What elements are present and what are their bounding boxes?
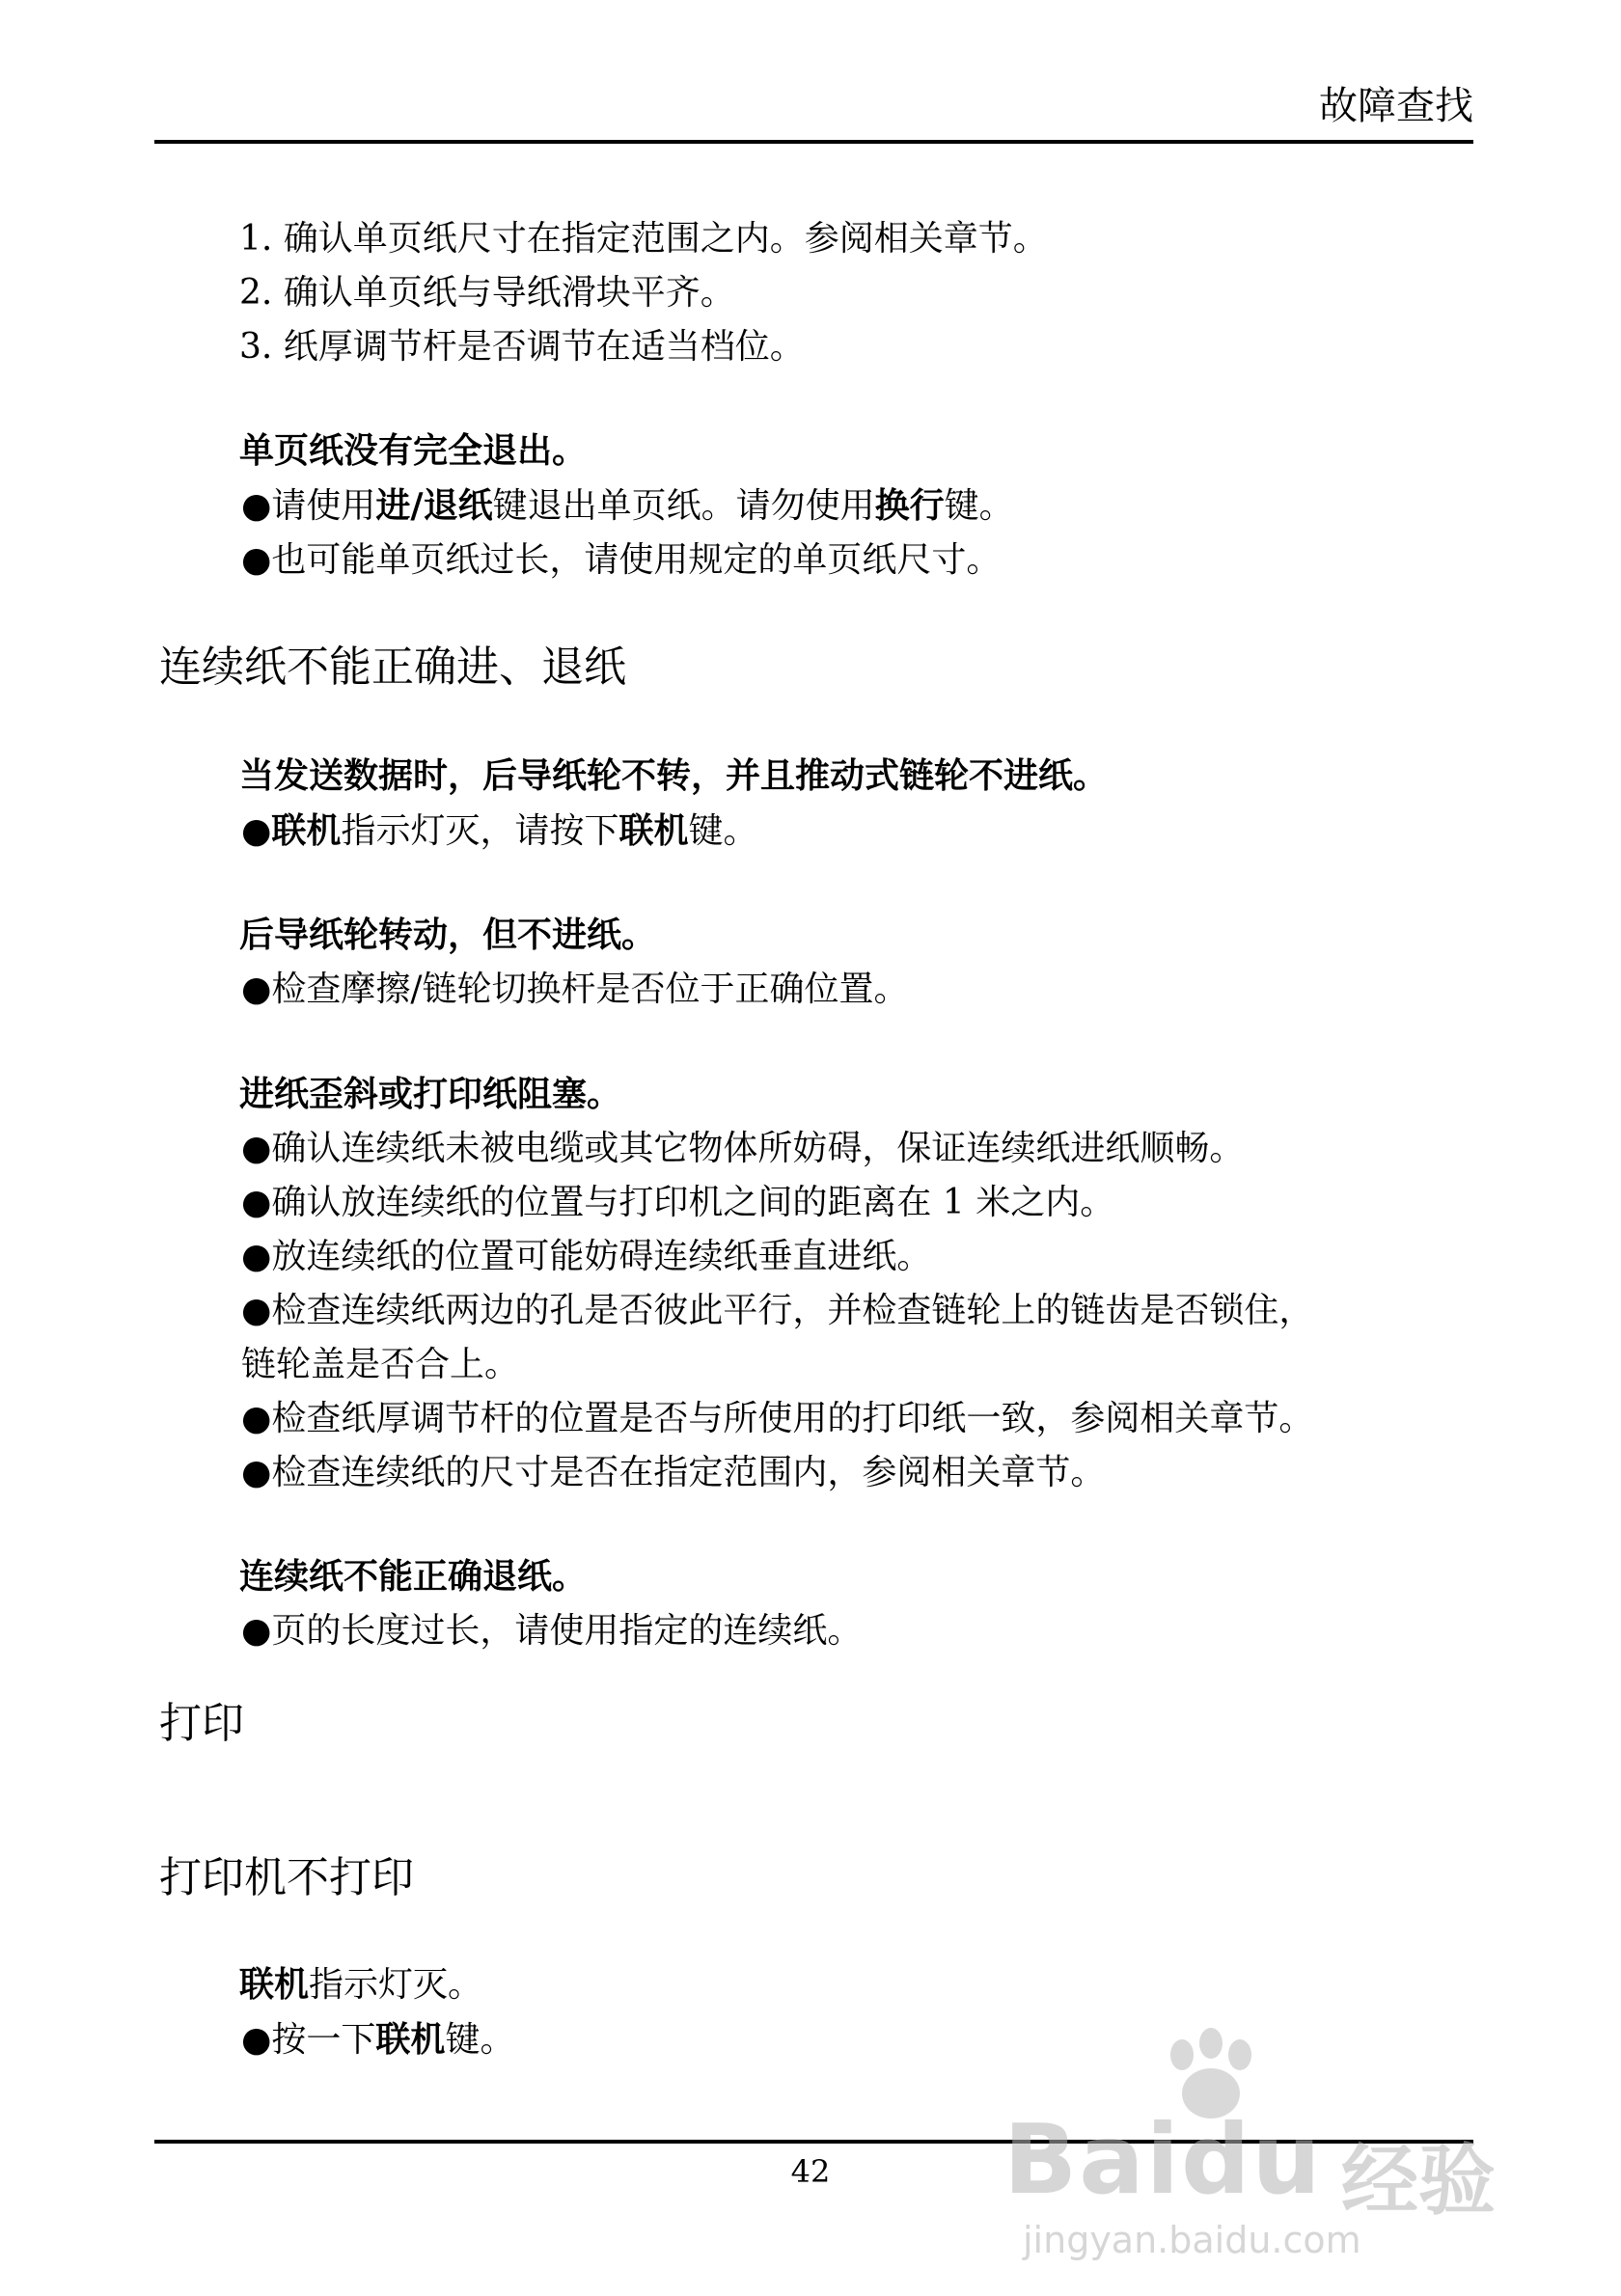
bullet-item: ●也可能单页纸过长，请使用规定的单页纸尺寸。 <box>241 540 1002 580</box>
key-name: 联机 <box>618 811 689 851</box>
bullet-item: ●检查纸厚调节杆的位置是否与所使用的打印纸一致，参阅相关章节。 <box>241 1399 1314 1438</box>
bullet-item: ●确认放连续纸的位置与打印机之间的距离在 1 米之内。 <box>241 1183 1115 1222</box>
key-name: 进/退纸 <box>375 486 493 526</box>
bullet-text: ●按一下 <box>241 2020 376 2060</box>
key-name: 联机 <box>271 811 342 851</box>
bullet-text: 指示灯灭，请按下 <box>341 811 619 851</box>
bullet-text: ● <box>241 811 272 851</box>
bullet-item: ●页的长度过长，请使用指定的连续纸。 <box>241 1611 863 1651</box>
subheading-single-sheet-exit: 单页纸没有完全退出。 <box>239 431 588 471</box>
bullet-item <box>241 486 1014 526</box>
section-heading-continuous: 连续纸不能正确进、退纸 <box>159 642 626 692</box>
subheading-text: 指示灯灭。 <box>309 1965 483 2005</box>
subheading-roller-turns: 后导纸轮转动，但不进纸。 <box>239 916 657 955</box>
bullet-text: 键退出单页纸。请勿使用 <box>492 486 875 526</box>
subheading-skew: 进纸歪斜或打印纸阻塞。 <box>239 1075 622 1114</box>
baidu-watermark <box>984 2026 1525 2267</box>
subheading-no-exit: 连续纸不能正确退纸。 <box>239 1557 588 1597</box>
bullet-item: ●检查连续纸的尺寸是否在指定范围内，参阅相关章节。 <box>241 1453 1106 1492</box>
bullet-text: 键。 <box>445 2020 515 2060</box>
subheading-online-off <box>239 1965 483 2005</box>
section-heading-print: 打印 <box>159 1699 244 1748</box>
watermark-brand: Baidu <box>1003 2103 1323 2216</box>
bullet-item <box>241 811 758 851</box>
watermark-url: jingyan.baidu.com <box>1023 2219 1361 2261</box>
key-name: 联机 <box>239 1965 310 2005</box>
bullet-text: 键。 <box>688 811 758 851</box>
subheading-no-feed: 当发送数据时，后导纸轮不转，并且推动式链轮不进纸。 <box>239 756 1109 796</box>
step-item: 3. 纸厚调节杆是否调节在适当档位。 <box>239 327 805 367</box>
bullet-item: ●确认连续纸未被电缆或其它物体所妨碍，保证连续纸进纸顺畅。 <box>241 1129 1245 1168</box>
bullet-text: ●请使用 <box>241 486 376 526</box>
watermark-sub: 经验 <box>1341 2136 1496 2226</box>
bullet-item: ●检查连续纸两边的孔是否彼此平行，并检查链轮上的链齿是否锁住， <box>241 1291 1314 1330</box>
header-rule <box>154 140 1473 144</box>
key-name: 联机 <box>375 2020 446 2060</box>
bullet-text: 键。 <box>944 486 1014 526</box>
bullet-item: ●检查摩擦/链轮切换杆是否位于正确位置。 <box>241 970 909 1009</box>
key-name: 换行 <box>874 486 945 526</box>
step-item: 2. 确认单页纸与导纸滑块平齐。 <box>239 273 735 313</box>
page-number: 42 <box>790 2153 831 2190</box>
page-header-title: 故障查找 <box>1319 84 1473 128</box>
bullet-item-continuation: 链轮盖是否合上。 <box>241 1345 520 1384</box>
bullet-item <box>241 2020 515 2060</box>
section-heading-no-print: 打印机不打印 <box>159 1853 414 1902</box>
step-item: 1. 确认单页纸尺寸在指定范围之内。参阅相关章节。 <box>239 219 1048 259</box>
bullet-item: ●放连续纸的位置可能妨碍连续纸垂直进纸。 <box>241 1237 932 1276</box>
